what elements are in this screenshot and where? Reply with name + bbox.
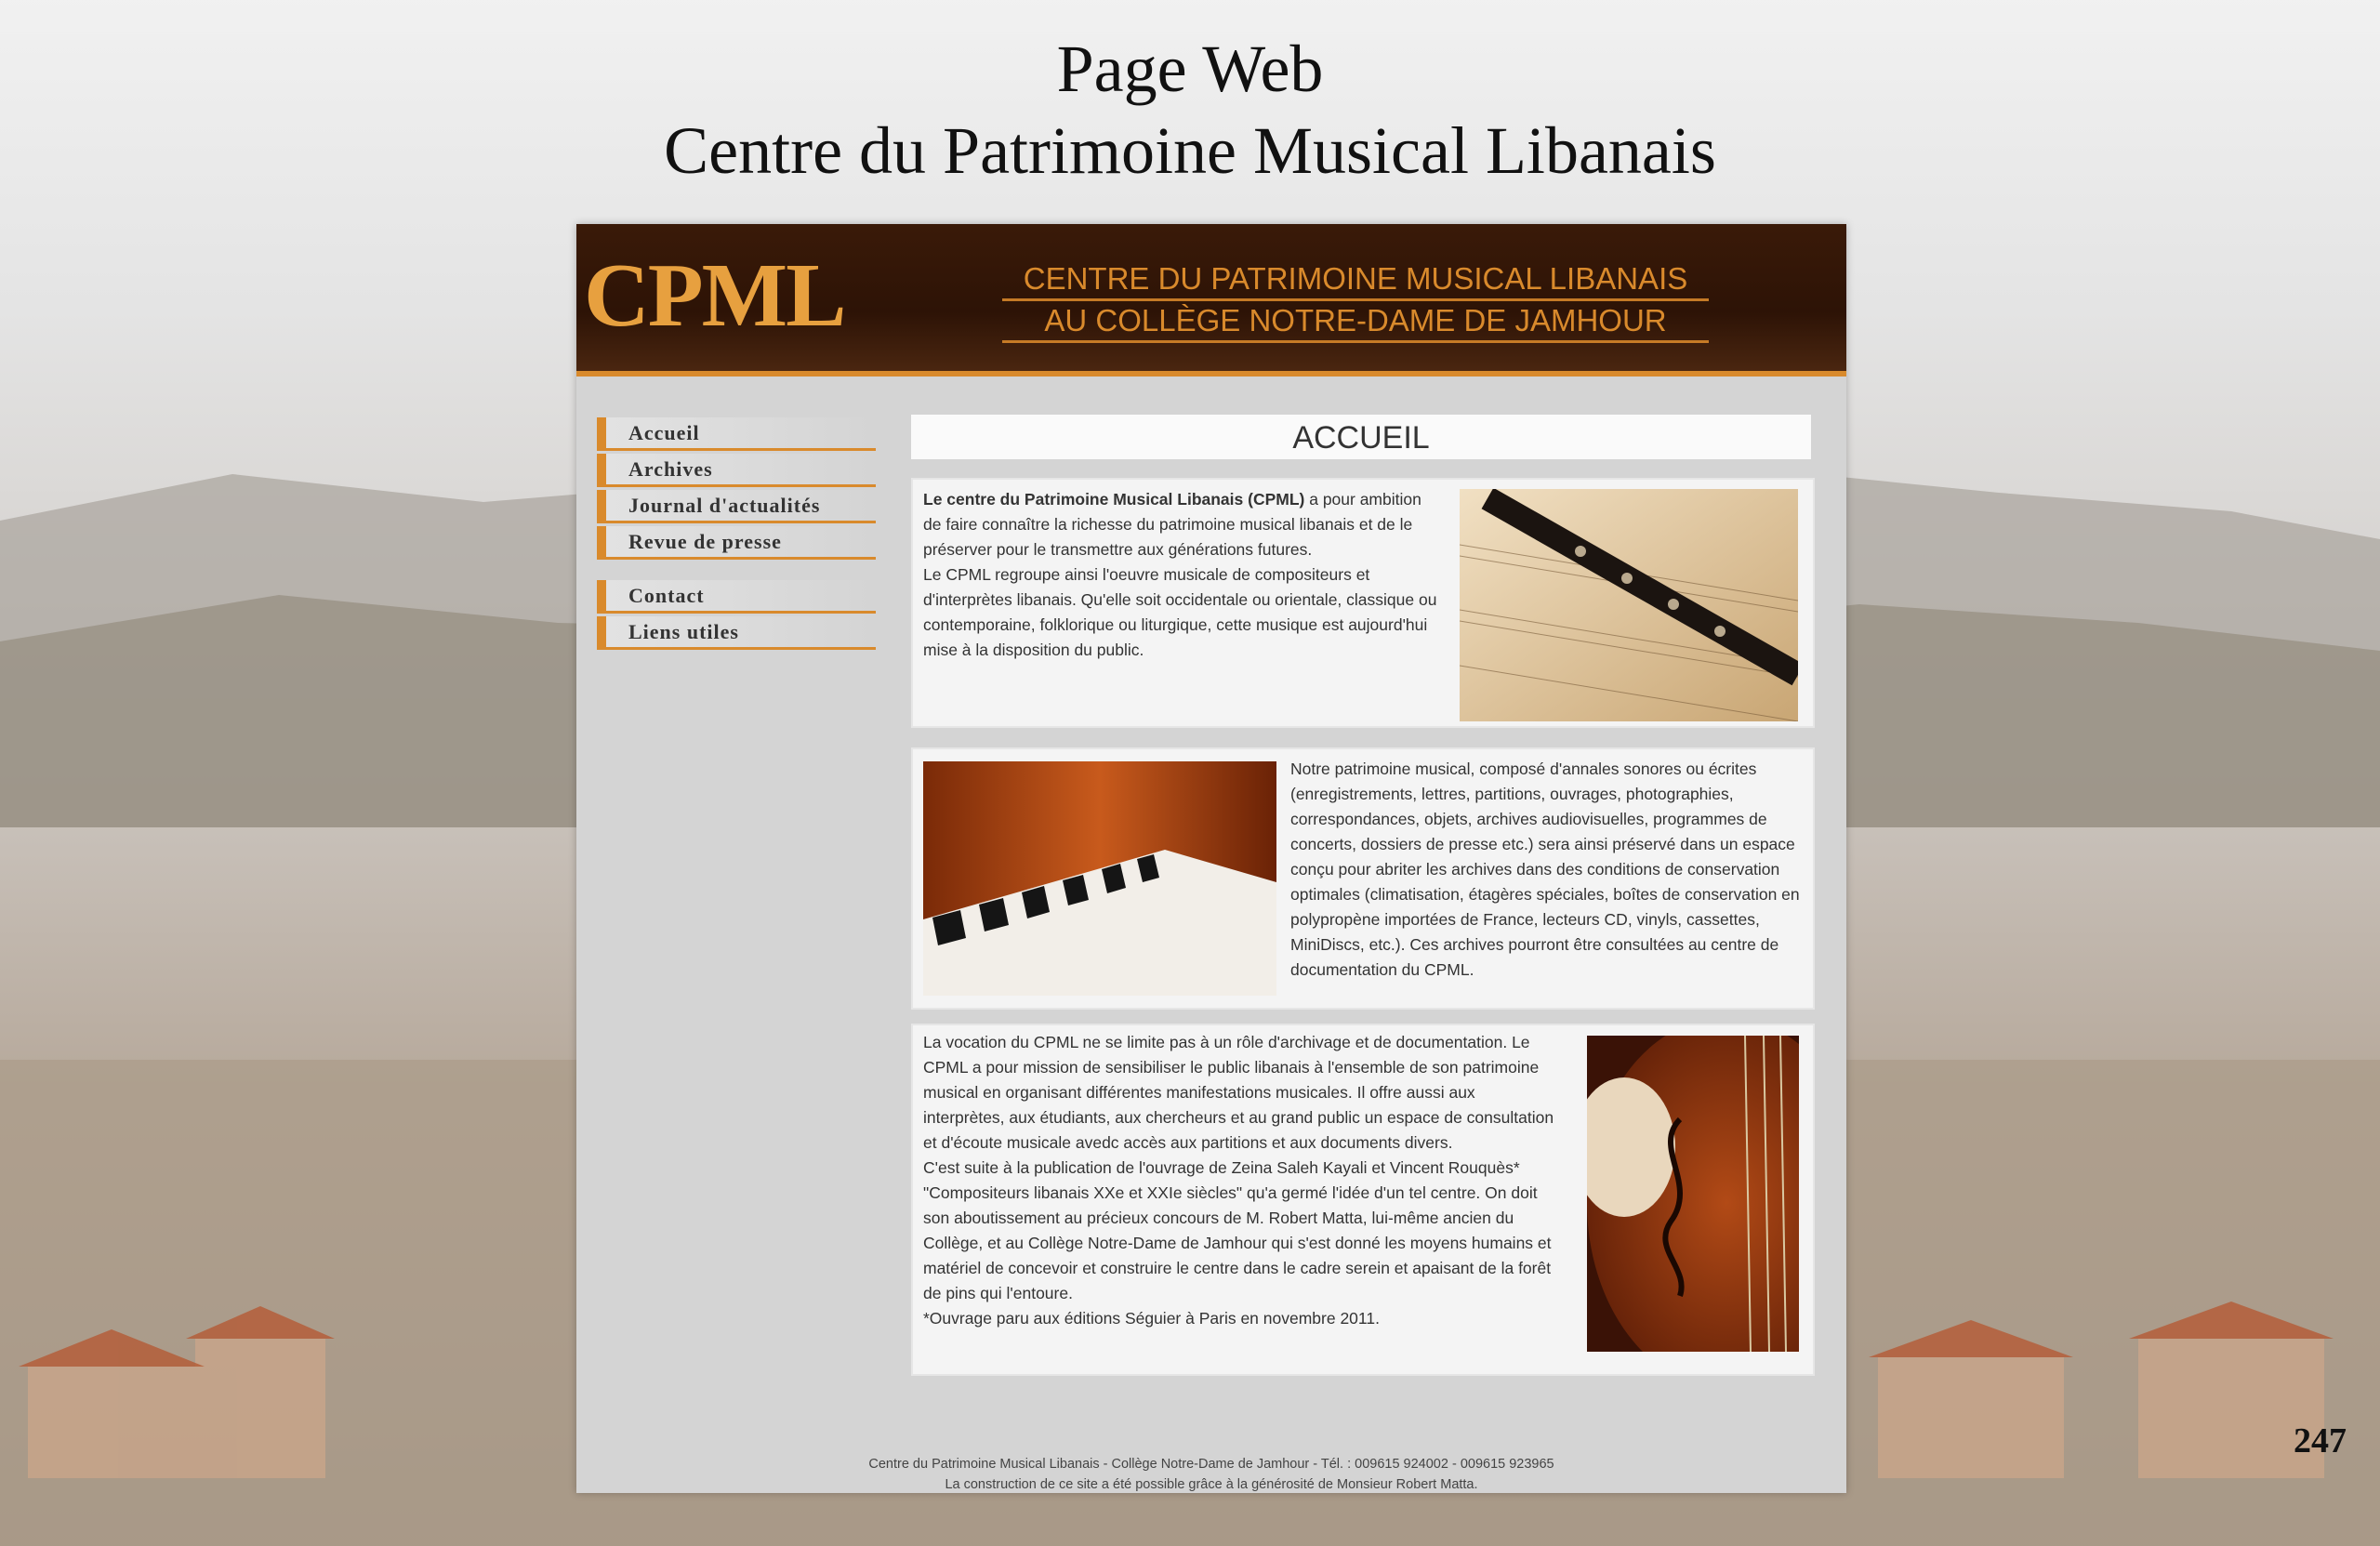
clarinet-icon xyxy=(1460,489,1798,721)
piano-keys-icon xyxy=(923,761,1276,996)
footer-contact: Centre du Patrimoine Musical Libanais - Collège Notre-Dame de Jamhour - Tél. : 009615 924002 - 009615 923965 xyxy=(868,1457,1554,1472)
archives-text: Notre patrimoine musical, composé d'annales sonores ou écrites (enregistrements, lettres, partitions, ouvrages, photographies, correspondances, objets, archives audiovisuelles, programmes de concerts, dossiers de presse etc.) sera ainsi préservé dans un espace conçu pour abriter les archives dans des conditions de conservation optimales (climatisation, étagères spéciales, boîtes de conservation en polypropène importées de France, lecteurs CD, vinyls, cassettes, MiniDiscs, etc.). Ces archives pourront être consultées au centre de documentation du CPML. xyxy=(1290,760,1800,979)
site-tagline xyxy=(1002,261,1709,345)
secondary-nav xyxy=(597,580,876,653)
intro-rest: a pour ambition de faire connaître la richesse du patrimoine musical libanais et de le préserver pour le transmettre aux générations futures. xyxy=(923,490,1421,559)
intro-text xyxy=(923,487,1444,663)
nav-item-liens-utiles[interactable]: Liens utiles xyxy=(597,616,876,650)
footer-credit: La construction de ce site a été possible grâce à la générosité de Monsieur Robert Matta. xyxy=(945,1477,1478,1492)
cello-image xyxy=(1587,1036,1799,1352)
slide-title xyxy=(0,28,2380,192)
vocation-para1: La vocation du CPML ne se limite pas à un rôle d'archivage et de documentation. Le CPML a pour mission de sensibiliser le public libanais à l'ensemble de son patrimoine musical en organisant différentes manifestations musicales. Il offre aussi aux interprètes, aux étudiants, aux chercheurs et au grand public un espace de consultation et d'écoute musicale avedc accès aux partitions et aux documents divers. xyxy=(923,1033,1554,1152)
nav-item-contact[interactable]: Contact xyxy=(597,580,876,614)
primary-nav xyxy=(597,417,876,562)
tagline-line1: CENTRE DU PATRIMOINE MUSICAL LIBANAIS xyxy=(1002,261,1709,301)
vocation-text xyxy=(923,1030,1560,1331)
vocation-para2: C'est suite à la publication de l'ouvrage de Zeina Saleh Kayali et Vincent Rouquès* "Compositeurs libanais XXe et XXIe siècles" qu'a germé l'idée d'un tel centre. On doit son aboutissement au précieux concours de M. Robert Matta, lui-même ancien du Collège, et au Collège Notre-Dame de Jamhour qui s'est donné les moyens humains et matériel de concevoir et construire le centre dans le cadre serein et apaisant de la forêt de pins qui l'entoure. xyxy=(923,1158,1552,1302)
vocation-footnote: *Ouvrage paru aux éditions Séguier à Paris en novembre 2011. xyxy=(923,1309,1380,1328)
tagline-line2: AU COLLÈGE NOTRE-DAME DE JAMHOUR xyxy=(1002,303,1709,343)
slide-title-line2: Centre du Patrimoine Musical Libanais xyxy=(664,113,1716,188)
site-header xyxy=(576,224,1846,377)
page-number: 247 xyxy=(2294,1421,2347,1460)
website-screenshot xyxy=(576,224,1846,1493)
nav-item-archives[interactable]: Archives xyxy=(597,454,876,487)
cello-icon xyxy=(1587,1036,1799,1352)
intro-bold: Le centre du Patrimoine Musical Libanais (CPML) xyxy=(923,490,1305,509)
piano-image xyxy=(923,761,1276,996)
site-logo[interactable]: CPML xyxy=(584,245,845,346)
nav-item-revue-de-presse[interactable]: Revue de presse xyxy=(597,526,876,560)
nav-item-accueil[interactable]: Accueil xyxy=(597,417,876,451)
page-heading: ACCUEIL xyxy=(911,415,1811,459)
nav-item-journal[interactable]: Journal d'actualités xyxy=(597,490,876,523)
intro-para2: Le CPML regroupe ainsi l'oeuvre musicale de compositeurs et d'interprètes libanais. Qu'elle soit occidentale ou orientale, classique ou contemporaine, folklorique ou liturgique, cette musique est aujourd'hui mise à la disposition du public. xyxy=(923,565,1437,659)
slide-title-line1: Page Web xyxy=(1056,32,1324,106)
clarinet-image xyxy=(1460,489,1798,721)
